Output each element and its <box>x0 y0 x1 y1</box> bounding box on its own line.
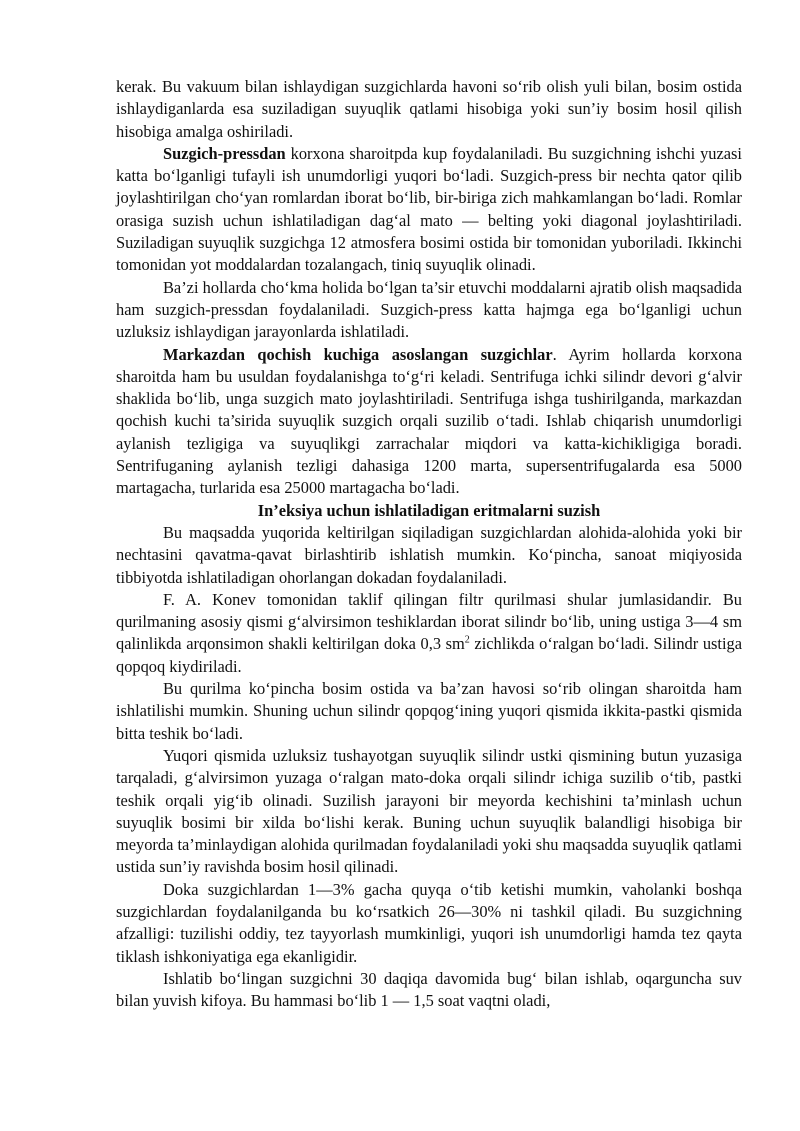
paragraph-text: Bu maqsadda yuqorida keltirilgan siqiladigan suzgichlardan alohida-alohida yoki bir nechtasini qavatma-qavat birlashtirib ishlatish mumkin. Ko‘pincha, sanoat miqiyosida tibbiyotda ishlatiladigan ohorlangan dokadan foydalaniladi. <box>116 522 742 587</box>
section-heading: In’eksiya uchun ishlatiladigan eritmalarni suzish <box>257 500 601 520</box>
paragraph-text: korxona sharoitpda kup foydalaniladi. Bu suzgichning ishchi yuzasi katta bo‘lganligi tufayli ish unumdorligi yuqori bo‘ladi. Suzgich-press bir nechta qator qilib joylashtirilgan cho‘yan romlardan iborat bo‘lib, bir-biriga zich mahkamlangan bo‘ladi. Romlar orasiga suzish uchun ishlatiladigan dag‘al mato — belting yoki diagonal joylashtiriladi. Suziladigan suyuqlik suzgichga 12 atmosfera bosimi ostida bir tomonidan yuboriladi. Ikkinchi tomonidan yot moddalardan tozalangach, tiniq suyuqlik olinadi. <box>116 143 742 275</box>
paragraph-text: F. A. Konev tomonidan taklif qilingan filtr qurilmasi shular jumlasidandir. Bu qurilmaning asosiy qismi g‘alvirsimon teshiklardan iborat silindr bo‘lib, uning ustiga 3—4 sm qalinlikda arqonsimon shakli keltirilgan doka 0,3 sm <box>116 589 742 654</box>
document-page <box>116 76 742 1012</box>
term-suzgich-press: Suzgich-pressdan <box>163 143 286 163</box>
paragraph-text: Ba’zi hollarda cho‘kma holida bo‘lgan ta’sir etuvchi moddalarni ajratib olish maqsadida ham suzgich-pressdan foydalaniladi. Suzgich-press katta hajmga ega bo‘lganligi uchun uzluksiz ishlaydigan jarayonlarda ishlatiladi. <box>116 277 742 342</box>
paragraph-konev <box>116 589 742 678</box>
paragraph-maqsadda <box>116 522 742 589</box>
paragraph-text: . Ayrim hollarda korxona sharoitda ham bu usuldan foydalanishga to‘g‘ri keladi. Sentrifuga ichki silindr devori g‘alvir shaklida bo‘lib, unga suzgich mato joylashtiriladi. Sentrifuga ishga tushirilganda, markazdan qochish kuchi ta’sirida suyuqlik suzgich orqali suzilib o‘tadi. Ishlab chiqarish unumdorligi aylanish tezligiga va suyuqlikgi zarrachalar miqdori va katta-kichikligiga boradi. Sentrifuganing aylanish tezligi dahasiga 1200 marta, supersentrifugalarda esa 5000 martagacha, turlarida esa 25000 martagacha bo‘ladi. <box>116 344 742 498</box>
paragraph-suzgich-press <box>116 143 742 277</box>
paragraph-chokma <box>116 277 742 344</box>
term-markazdan-qochish: Markazdan qochish kuchiga asoslangan suzgichlar <box>163 344 553 364</box>
paragraph-text: kerak. Bu vakuum bilan ishlaydigan suzgichlarda havoni so‘rib olish yuli bilan, bosim ostida ishlaydiganlarda esa suziladigan suyuqlik qatlami hisobiga yoki sun’iy bosim hosil qilish hisobiga amalga oshiriladi. <box>116 77 742 141</box>
paragraph-text: zichlikda o‘ralgan bo‘ladi. Silindr ustiga qopqoq kiydiriladi. <box>116 634 742 676</box>
paragraph-doka <box>116 879 742 968</box>
paragraph-qurilma <box>116 678 742 745</box>
paragraph-text: Doka suzgichlardan 1—3% gacha quyqa o‘tib ketishi mumkin, vaholanki boshqa suzgichlardan foydalanilganda bu ko‘rsatkich 26—30% ni tashkil qiladi. Bu suzgichning afzalligi: tuzilishi oddiy, tez tayyorlash mumkinligi, yuqori ish unumdorligi hamda tez qayta tiklash ishkoniyatiga ega ekanligidir. <box>116 879 742 966</box>
superscript: 2 <box>464 634 470 646</box>
paragraph-continuation <box>116 76 742 143</box>
paragraph-text: Bu qurilma ko‘pincha bosim ostida va ba’zan havosi so‘rib olingan sharoitda ham ishlatilishi mumkin. Shuning uchun silindr qopqog‘ining yuqori qismida ikkita-pastki qismida bitta teshik bo‘ladi. <box>116 679 742 743</box>
paragraph-markazdan-qochish <box>116 344 742 500</box>
paragraph-ishlatib <box>116 968 742 1013</box>
paragraph-yuqori-qismida <box>116 745 742 879</box>
paragraph-text: Ishlatib bo‘lingan suzgichni 30 daqiqa davomida bug‘ bilan ishlab, oqarguncha suv bilan yuvish kifoya. Bu hammasi bo‘lib 1 — 1,5 soat vaqtni oladi, <box>116 968 742 1011</box>
paragraph-text: Yuqori qismida uzluksiz tushayotgan suyuqlik silindr ustki qismining butun yuzasiga tarqaladi, g‘alvirsimon yuzaga o‘ralgan mato-doka orqali silindr ichiga suzilib o‘tib, pastki teshik orqali yig‘ib olinadi. Suzilish jarayoni bir meyorda kechishini ta’minlash uchun suyuqlik bosimi bir xilda bo‘lishi kerak. Buning uchun suyuqlik balandligi hisobiga bir meyorda ta’minlaydigan alohida qurilmadan foydalaniladi yoki shu maqsadda suyuqlik qatlami ustida sun’iy ravishda bosim hosil qilinadi. <box>116 745 742 877</box>
